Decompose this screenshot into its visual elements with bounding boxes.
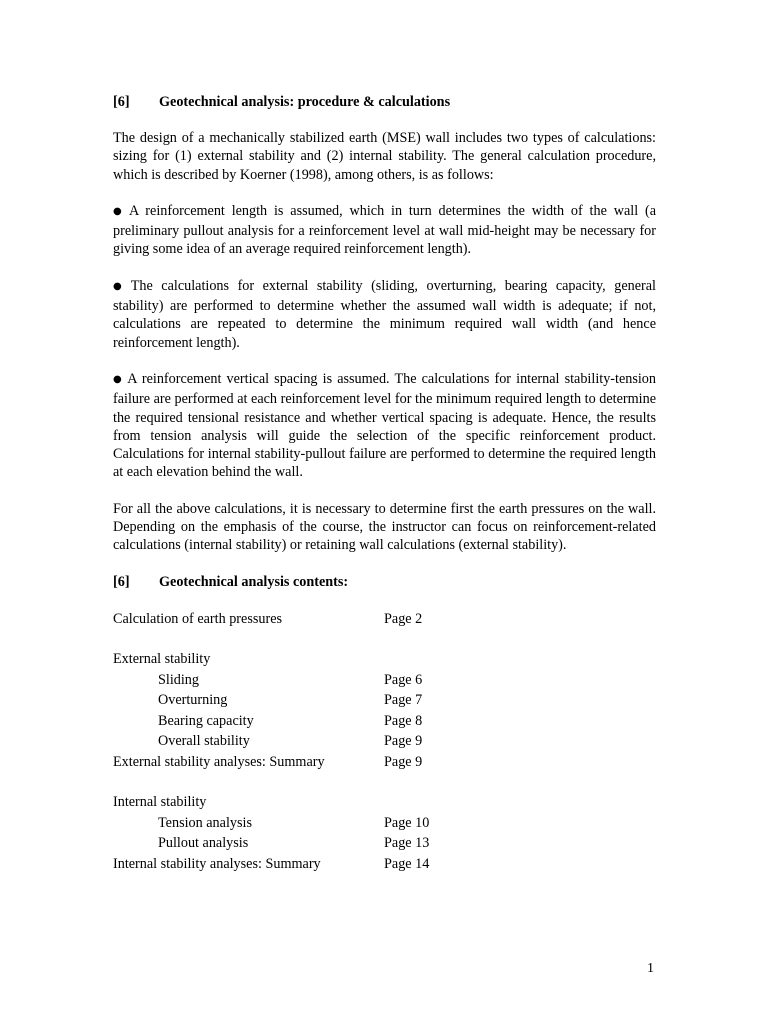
section-number: [6] [113, 94, 130, 110]
toc-page: Page 8 [384, 712, 423, 729]
bullet-icon: ● [113, 280, 127, 292]
toc-row-overturning [113, 690, 656, 711]
toc-page: Page 14 [384, 855, 430, 872]
section-title: Geotechnical analysis contents: [159, 573, 349, 590]
bullet-item-1 [113, 202, 656, 259]
toc-page: Page 10 [384, 814, 430, 831]
toc-label: Calculation of earth pressures [113, 610, 283, 627]
toc-label: Overturning [158, 692, 228, 709]
toc-label: External stability [113, 651, 211, 668]
intro-paragraph: The design of a mechanically stabilized earth (MSE) wall includes two types of calculations: sizing for (1) external stability and (2) internal stability. The general calculation procedure, which is described by Koerner (1998), among others, is as follows: [113, 130, 656, 183]
page-number: 1 [647, 961, 654, 976]
bullet-text: The calculations for external stability (sliding, overturning, bearing capacity, general stability) are performed to determine whether the assumed wall width is adequate; if not, calculations are repeated to determine the minimum required wall width (and hence reinforcement length). [113, 277, 656, 351]
toc-label: Pullout analysis [158, 835, 249, 852]
section-title: Geotechnical analysis: procedure & calculations [159, 94, 451, 110]
toc-label: Tension analysis [158, 814, 252, 831]
bullet-text: A reinforcement vertical spacing is assumed. The calculations for internal stability-tension failure are performed at each reinforcement level for the minimum required length to determine the required tensional resistance and whether vertical spacing is adequate. Hence, the results from tension analysis will guide the selection of the specific reinforcement product. Calculations for internal stability-pullout failure are performed to determine the required length at each elevation behind the wall. [113, 370, 656, 481]
toc-page: Page 7 [384, 692, 423, 709]
toc-heading-external [113, 649, 656, 670]
toc-page: Page 6 [384, 671, 423, 688]
section-heading-contents [113, 572, 656, 592]
toc-row-pullout-analysis [113, 833, 656, 854]
toc-label: Internal stability analyses: Summary [113, 855, 321, 872]
toc-row-sliding [113, 670, 656, 691]
toc-row-internal-summary [113, 854, 656, 875]
bullet-item-3 [113, 370, 656, 482]
closing-paragraph: For all the above calculations, it is necessary to determine first the earth pressures on the wall. Depending on the emphasis of the course, the instructor can focus on reinforcement-related calculations (internal stability) or retaining wall calculations (external stability). [113, 500, 656, 554]
toc-page: Page 2 [384, 610, 423, 627]
toc-label: Internal stability [113, 794, 207, 811]
section-heading-procedure [113, 92, 656, 112]
toc-row-tension-analysis [113, 813, 656, 834]
toc-row-bearing-capacity [113, 711, 656, 732]
toc-label: External stability analyses: Summary [113, 753, 325, 770]
section-number: [6] [113, 573, 130, 590]
bullet-icon: ● [113, 205, 126, 217]
toc-label: Bearing capacity [158, 712, 254, 729]
bullet-icon: ● [113, 373, 124, 385]
toc-label: Overall stability [158, 733, 250, 750]
bullet-item-2 [113, 277, 656, 352]
toc-label: Sliding [158, 671, 199, 688]
toc-heading-internal [113, 792, 656, 813]
toc-row-external-summary [113, 752, 656, 773]
toc-row-earth-pressures [113, 609, 656, 630]
document-page [113, 92, 656, 874]
toc-row-overall-stability [113, 731, 656, 752]
bullet-text: A reinforcement length is assumed, which in turn determines the width of the wall (a preliminary pullout analysis for a reinforcement level at wall mid-height may be necessary for giving some idea of an average required reinforcement length). [113, 202, 656, 258]
toc-page: Page 9 [384, 753, 423, 770]
toc-page: Page 9 [384, 733, 423, 750]
toc-page: Page 13 [384, 835, 430, 852]
